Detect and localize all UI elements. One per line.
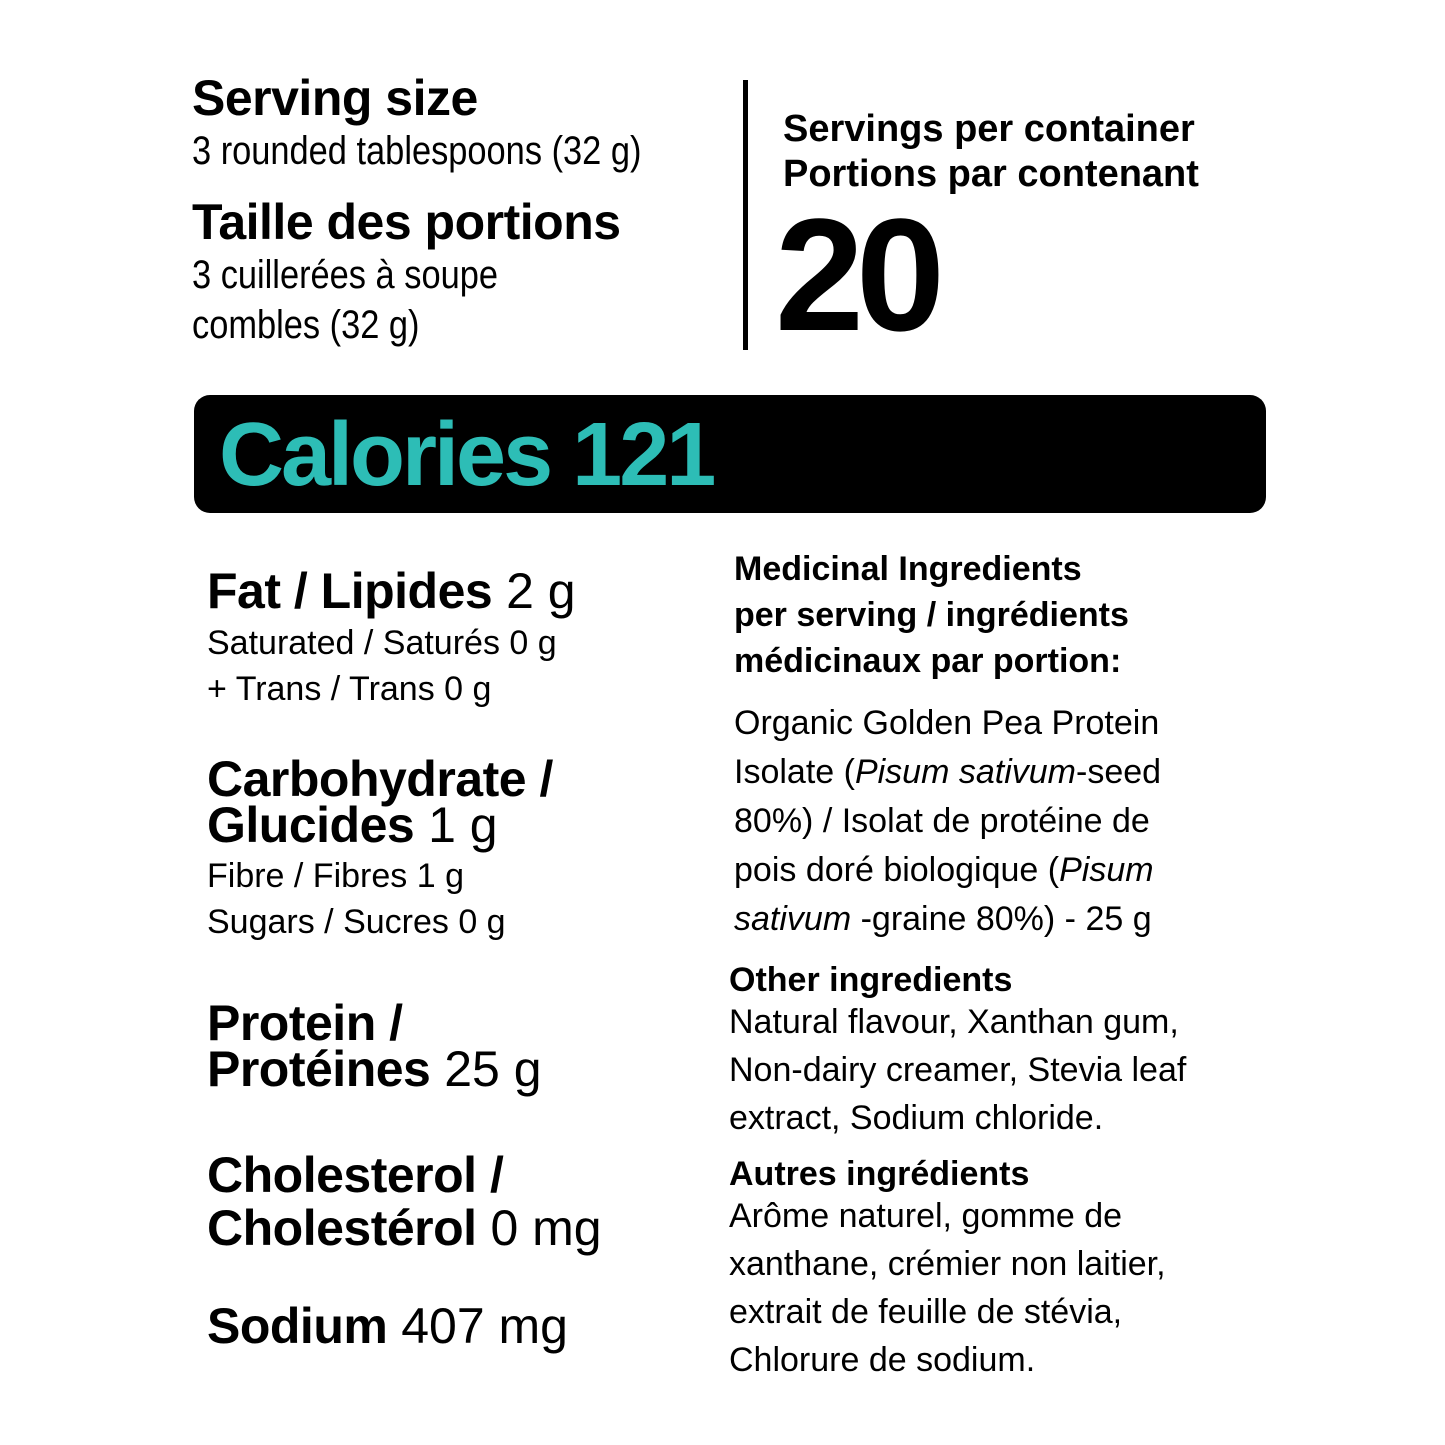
taille-portions-value-line1: 3 cuillerées à soupe xyxy=(192,253,498,297)
servings-per-container-fr: Portions par contenant xyxy=(783,153,1199,195)
sodium-row xyxy=(207,1298,568,1354)
carb-value: 1 g xyxy=(414,797,498,853)
serving-size-value: 3 rounded tablespoons (32 g) xyxy=(192,129,642,173)
trans-row: + Trans / Trans 0 g xyxy=(207,670,492,708)
servings-per-container-en: Servings per container xyxy=(783,108,1195,150)
protein-value: 25 g xyxy=(430,1041,542,1097)
cholesterol-label-text: Cholesterol / xyxy=(207,1147,504,1203)
carb-row xyxy=(207,797,498,853)
fibre-row: Fibre / Fibres 1 g xyxy=(207,857,464,895)
fat-label: Fat / Lipides xyxy=(207,563,493,619)
medicinal-line4-italic: Pisum xyxy=(1059,851,1154,889)
medicinal-line4 xyxy=(734,846,1154,894)
autres-ingredients-line2: xanthane, crémier non laitier, xyxy=(729,1245,1166,1283)
carb-label-text: Carbohydrate / xyxy=(207,751,553,807)
sodium-label: Sodium xyxy=(207,1298,388,1354)
saturated-row: Saturated / Saturés 0 g xyxy=(207,624,557,662)
protein-label-text: Protein / xyxy=(207,995,403,1051)
medicinal-heading-line3: médicinaux par portion: xyxy=(734,642,1122,680)
medicinal-line2-a: Isolate ( xyxy=(734,753,855,791)
medicinal-heading-line1: Medicinal Ingredients xyxy=(734,550,1082,588)
carb-label: Glucides xyxy=(207,797,415,853)
other-ingredients-line1: Natural flavour, Xanthan gum, xyxy=(729,1003,1179,1041)
vertical-divider xyxy=(743,80,748,350)
cholesterol-label-line1 xyxy=(207,1147,504,1203)
autres-ingredients-line4: Chlorure de sodium. xyxy=(729,1341,1036,1379)
sugars-row: Sugars / Sucres 0 g xyxy=(207,903,506,941)
medicinal-line2-italic: Pisum sativum xyxy=(854,753,1077,791)
autres-ingredients-line1: Arôme naturel, gomme de xyxy=(729,1197,1123,1235)
protein-label: Protéines xyxy=(207,1041,431,1097)
protein-label-line1 xyxy=(207,995,403,1051)
autres-ingredients-heading: Autres ingrédients xyxy=(729,1155,1030,1193)
other-ingredients-line2: Non-dairy creamer, Stevia leaf xyxy=(729,1051,1187,1089)
calories-bar xyxy=(194,395,1266,513)
fat-value: 2 g xyxy=(492,563,576,619)
fat-row xyxy=(207,563,576,619)
cholesterol-value: 0 mg xyxy=(476,1200,602,1256)
autres-ingredients-line3: extrait de feuille de stévia, xyxy=(729,1293,1123,1331)
carb-label-line1 xyxy=(207,751,553,807)
medicinal-line1: Organic Golden Pea Protein xyxy=(734,704,1160,742)
medicinal-heading-line2: per serving / ingrédients xyxy=(734,596,1129,634)
cholesterol-label: Cholestérol xyxy=(207,1200,477,1256)
medicinal-line3: 80%) / Isolat de protéine de xyxy=(734,802,1150,840)
medicinal-line2 xyxy=(734,748,1161,796)
sodium-value: 407 mg xyxy=(387,1298,568,1354)
taille-portions-value-line2: combles (32 g) xyxy=(192,303,420,347)
medicinal-line5 xyxy=(734,895,1152,943)
medicinal-line4-a: pois doré biologique ( xyxy=(734,851,1060,889)
taille-portions-title: Taille des portions xyxy=(192,194,621,250)
medicinal-line5-italic: sativum xyxy=(734,900,852,938)
servings-per-container-value: 20 xyxy=(775,185,937,364)
protein-row xyxy=(207,1041,542,1097)
medicinal-line2-b: -seed xyxy=(1076,753,1162,791)
serving-size-title: Serving size xyxy=(192,70,478,126)
calories-text: Calories 121 xyxy=(219,405,714,505)
other-ingredients-heading: Other ingredients xyxy=(729,961,1013,999)
cholesterol-row xyxy=(207,1200,602,1256)
other-ingredients-line3: extract, Sodium chloride. xyxy=(729,1099,1104,1137)
medicinal-line5-b: -graine 80%) - 25 g xyxy=(851,900,1152,938)
